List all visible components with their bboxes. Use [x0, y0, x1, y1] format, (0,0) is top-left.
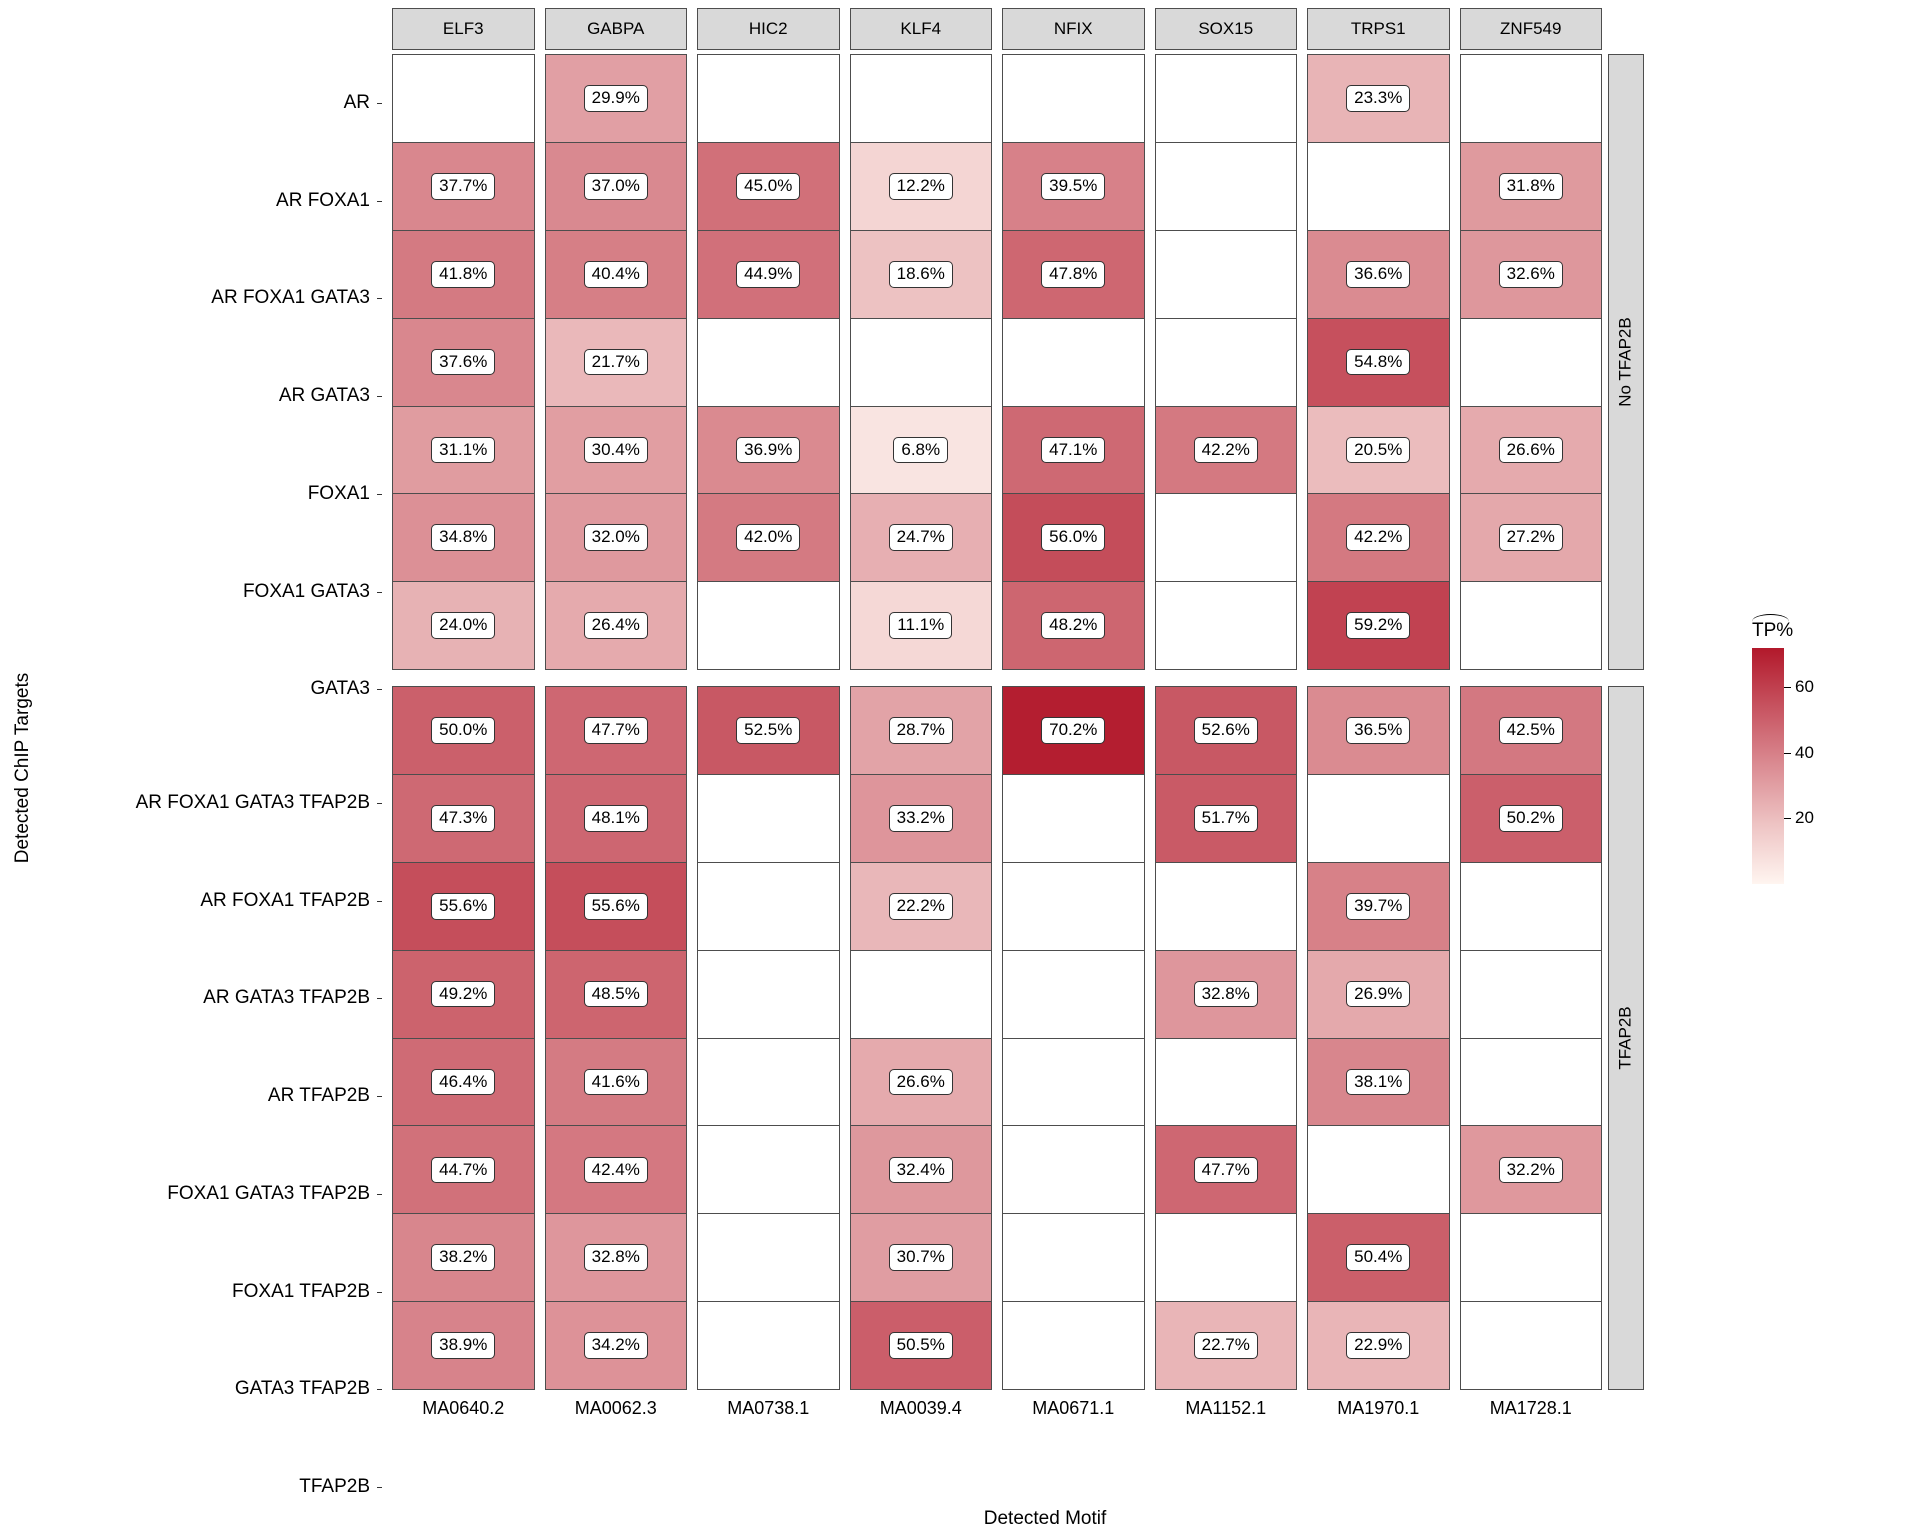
heatmap-cell: [851, 1301, 992, 1389]
row-label-gata3: GATA3: [0, 640, 382, 738]
heatmap-cell: [1003, 55, 1144, 142]
heatmap-cell: [1461, 493, 1602, 581]
heatmap-cell: [1308, 230, 1449, 318]
panel-gap: [1460, 670, 1603, 686]
heatmap-cell: [1461, 142, 1602, 230]
heatmap-cell: [393, 774, 534, 862]
cell-value-label: 40.4%: [584, 261, 648, 288]
heatmap-cell: [1308, 774, 1449, 862]
heatmap-cell: [698, 493, 839, 581]
legend-title-text: TP%: [1752, 620, 1794, 641]
heatmap-cell: [698, 950, 839, 1038]
panel-gap: [850, 670, 993, 686]
heatmap-cell: [393, 230, 534, 318]
heatmap-cell: [851, 774, 992, 862]
heatmap-cell: [1156, 687, 1297, 774]
heatmap-cell: [1003, 230, 1144, 318]
heatmap-cell: [1003, 493, 1144, 581]
heatmap-cell: [851, 406, 992, 494]
heatmap-cell: [1461, 581, 1602, 669]
heatmap-cell: [1156, 1038, 1297, 1126]
heatmap-cell: [1461, 862, 1602, 950]
row-label-foxa1: FOXA1: [0, 445, 382, 543]
facet-strip-column: [1608, 54, 1644, 1390]
row-label-foxa1-gata3: FOXA1 GATA3: [0, 543, 382, 641]
heatmap-cell: [1308, 1038, 1449, 1126]
cell-value-label: 42.2%: [1194, 437, 1258, 464]
heatmap-cell: [393, 1213, 534, 1301]
heatmap-cell: [1308, 1301, 1449, 1389]
cell-value-label: 28.7%: [889, 717, 953, 744]
heatmap-cell: [851, 581, 992, 669]
heatmap-cell: [393, 318, 534, 406]
cell-value-label: 37.6%: [431, 349, 495, 376]
cell-value-label: 31.1%: [431, 437, 495, 464]
panel-sox15-no-tfap2b: [1155, 54, 1298, 670]
cell-value-label: 70.2%: [1041, 717, 1105, 744]
cell-value-label: 33.2%: [889, 805, 953, 832]
cell-value-label: 22.2%: [889, 893, 953, 920]
cell-value-label: 55.6%: [431, 893, 495, 920]
heatmap-cell: [851, 493, 992, 581]
heatmap-cell: [393, 1301, 534, 1389]
legend-tick-dash: [1784, 687, 1791, 688]
heatmap-cell: [1156, 774, 1297, 862]
cell-value-label: 47.3%: [431, 805, 495, 832]
legend-colorbar: [1752, 648, 1784, 884]
heatmap-cell: [851, 318, 992, 406]
heatmap-cell: [1308, 1125, 1449, 1213]
heatmap-column-trps1: [1307, 54, 1450, 1390]
legend: [1744, 620, 1894, 884]
row-label-group: [0, 54, 382, 738]
panel-gap: [1155, 670, 1298, 686]
x-tick-ma1152-1: MA1152.1: [1185, 1398, 1267, 1418]
legend-tick-40: [1790, 743, 1814, 763]
cell-value-label: 32.4%: [889, 1157, 953, 1184]
heatmap-cell: [1461, 1038, 1602, 1126]
heatmap-cell: [1461, 950, 1602, 1038]
facet-strip-gap: [1608, 670, 1644, 686]
cell-value-label: 42.0%: [736, 524, 800, 551]
panel-hic2-tfap2b: [697, 686, 840, 1390]
cell-value-label: 26.9%: [1346, 981, 1410, 1008]
heatmap-cell: [698, 230, 839, 318]
heatmap-cell: [698, 687, 839, 774]
facet-strip-tfap2b: [1608, 686, 1644, 1390]
heatmap-cell: [1003, 581, 1144, 669]
heatmap-cell: [546, 1038, 687, 1126]
heatmap-column-klf4: [850, 54, 993, 1390]
column-header-hic2: HIC2: [697, 8, 840, 50]
row-label-ar-gata3-tfap2b: AR GATA3 TFAP2B: [0, 950, 382, 1048]
heatmap-cell: [393, 55, 534, 142]
heatmap-cell: [546, 774, 687, 862]
heatmap-cell: [393, 406, 534, 494]
cell-value-label: 47.7%: [584, 717, 648, 744]
cell-value-label: 52.6%: [1194, 717, 1258, 744]
cell-value-label: 36.5%: [1346, 717, 1410, 744]
cell-value-label: 48.1%: [584, 805, 648, 832]
cell-value-label: 41.8%: [431, 261, 495, 288]
heatmap-cell: [546, 142, 687, 230]
x-tick-ma0671-1: MA0671.1: [1032, 1398, 1115, 1418]
heatmap-panels: [392, 54, 1602, 1390]
heatmap-cell: [393, 493, 534, 581]
heatmap-cell: [851, 1213, 992, 1301]
row-label-foxa1-tfap2b: FOXA1 TFAP2B: [0, 1243, 382, 1341]
heatmap-cell: [546, 687, 687, 774]
cell-value-label: 37.0%: [584, 173, 648, 200]
row-label-ar-tfap2b: AR TFAP2B: [0, 1047, 382, 1145]
cell-value-label: 54.8%: [1346, 349, 1410, 376]
panel-elf3-no-tfap2b: [392, 54, 535, 670]
heatmap-cell: [393, 687, 534, 774]
heatmap-cell: [851, 950, 992, 1038]
heatmap-column-hic2: [697, 54, 840, 1390]
cell-value-label: 38.9%: [431, 1332, 495, 1359]
cell-value-label: 24.0%: [431, 612, 495, 639]
panel-gap: [545, 670, 688, 686]
panel-nfix-no-tfap2b: [1002, 54, 1145, 670]
cell-value-label: 42.4%: [584, 1157, 648, 1184]
cell-value-label: 52.5%: [736, 717, 800, 744]
cell-value-label: 39.7%: [1346, 893, 1410, 920]
cell-value-label: 42.2%: [1346, 524, 1410, 551]
cell-value-label: 47.8%: [1041, 261, 1105, 288]
heatmap-cell: [1308, 1213, 1449, 1301]
cell-value-label: 34.8%: [431, 524, 495, 551]
x-tick-ma0039-4: MA0039.4: [879, 1398, 962, 1418]
cell-value-label: 50.5%: [889, 1332, 953, 1359]
cell-value-label: 30.4%: [584, 437, 648, 464]
cell-value-label: 39.5%: [1041, 173, 1105, 200]
heatmap-cell: [1003, 142, 1144, 230]
cell-value-label: 22.7%: [1194, 1332, 1258, 1359]
heatmap-column-sox15: [1155, 54, 1298, 1390]
x-tick-ma0738-1: MA0738.1: [727, 1398, 810, 1418]
cell-value-label: 36.9%: [736, 437, 800, 464]
heatmap-cell: [1003, 774, 1144, 862]
cell-value-label: 26.6%: [1499, 437, 1563, 464]
heatmap-cell: [1003, 950, 1144, 1038]
cell-value-label: 32.8%: [1194, 981, 1258, 1008]
row-label-ar-foxa1-tfap2b: AR FOXA1 TFAP2B: [0, 852, 382, 950]
legend-tick-label: 20: [1795, 808, 1814, 828]
facet-strip-label: TFAP2B: [1616, 1006, 1635, 1070]
legend-tick-20: [1790, 808, 1814, 828]
x-tick-ma1970-1: MA1970.1: [1337, 1398, 1420, 1418]
panel-gabpa-tfap2b: [545, 686, 688, 1390]
heatmap-cell: [546, 230, 687, 318]
heatmap-cell: [1156, 581, 1297, 669]
heatmap-cell: [698, 862, 839, 950]
cell-value-label: 50.0%: [431, 717, 495, 744]
cell-value-label: 30.7%: [889, 1244, 953, 1271]
cell-value-label: 31.8%: [1499, 173, 1563, 200]
cell-value-label: 51.7%: [1194, 805, 1258, 832]
legend-tick-labels: [1790, 648, 1846, 884]
row-label-gap: [0, 738, 382, 754]
column-header-nfix: NFIX: [1002, 8, 1145, 50]
heatmap-cell: [1156, 950, 1297, 1038]
panel-trps1-no-tfap2b: [1307, 54, 1450, 670]
heatmap-cell: [393, 862, 534, 950]
cell-value-label: 32.0%: [584, 524, 648, 551]
legend-title: [1752, 620, 1793, 642]
cell-value-label: 29.9%: [584, 85, 648, 112]
heatmap-cell: [546, 318, 687, 406]
heatmap-cell: [1461, 318, 1602, 406]
heatmap-column-gabpa: [545, 54, 688, 1390]
cell-value-label: 34.2%: [584, 1332, 648, 1359]
panel-gap: [1307, 670, 1450, 686]
cell-value-label: 26.4%: [584, 612, 648, 639]
heatmap-cell: [698, 406, 839, 494]
heatmap-cell: [546, 493, 687, 581]
heatmap-cell: [1308, 55, 1449, 142]
heatmap-cell: [1461, 774, 1602, 862]
legend-title-hat-icon: [1752, 614, 1789, 623]
panel-elf3-tfap2b: [392, 686, 535, 1390]
heatmap-cell: [546, 406, 687, 494]
facet-strip-label: No TFAP2B: [1616, 317, 1636, 407]
panel-hic2-no-tfap2b: [697, 54, 840, 670]
heatmap-cell: [1003, 1213, 1144, 1301]
x-tick-ma1728-1: MA1728.1: [1489, 1398, 1572, 1418]
heatmap-column-elf3: [392, 54, 535, 1390]
cell-value-label: 47.1%: [1041, 437, 1105, 464]
facet-strip-no-tfap2b: [1608, 54, 1644, 670]
heatmap-cell: [546, 55, 687, 142]
heatmap-cell: [546, 1213, 687, 1301]
heatmap-cell: [698, 774, 839, 862]
column-header-gabpa: GABPA: [545, 8, 688, 50]
legend-tick-dash: [1784, 818, 1791, 819]
y-axis-title-text: Detected ChIP Targets: [12, 672, 33, 864]
heatmap-cell: [1003, 687, 1144, 774]
cell-value-label: 38.2%: [431, 1244, 495, 1271]
cell-value-label: 20.5%: [1346, 437, 1410, 464]
heatmap-cell: [1156, 493, 1297, 581]
cell-value-label: 42.5%: [1499, 717, 1563, 744]
heatmap-cell: [1308, 862, 1449, 950]
cell-value-label: 32.2%: [1499, 1157, 1563, 1184]
heatmap-cell: [1308, 687, 1449, 774]
cell-value-label: 22.9%: [1346, 1332, 1410, 1359]
heatmap-cell: [1308, 406, 1449, 494]
cell-value-label: 23.3%: [1346, 85, 1410, 112]
x-axis-title-text: Detected Motif: [983, 1508, 1107, 1529]
plot-area: [392, 8, 1722, 1444]
heatmap-cell: [698, 318, 839, 406]
heatmap-cell: [1003, 318, 1144, 406]
cell-value-label: 50.2%: [1499, 805, 1563, 832]
heatmap-cell: [1461, 230, 1602, 318]
x-tick-ma0640-2: MA0640.2: [422, 1398, 505, 1418]
cell-value-label: 21.7%: [584, 349, 648, 376]
cell-value-label: 32.6%: [1499, 261, 1563, 288]
heatmap-cell: [1308, 493, 1449, 581]
heatmap-cell: [1156, 55, 1297, 142]
heatmap-cell: [393, 581, 534, 669]
legend-tick-label: 60: [1795, 677, 1814, 697]
heatmap-cell: [698, 581, 839, 669]
column-header-strip: [392, 8, 1602, 50]
heatmap-cell: [698, 1301, 839, 1389]
row-label-ar-foxa1: AR FOXA1: [0, 152, 382, 250]
row-label-ar-foxa1-gata3: AR FOXA1 GATA3: [0, 249, 382, 347]
heatmap-cell: [698, 142, 839, 230]
cell-value-label: 24.7%: [889, 524, 953, 551]
panel-klf4-no-tfap2b: [850, 54, 993, 670]
heatmap-cell: [1156, 1301, 1297, 1389]
heatmap-cell: [1461, 687, 1602, 774]
row-label-gata3-tfap2b: GATA3 TFAP2B: [0, 1341, 382, 1439]
row-label-ar: AR: [0, 54, 382, 152]
cell-value-label: 38.1%: [1346, 1069, 1410, 1096]
cell-value-label: 55.6%: [584, 893, 648, 920]
heatmap-cell: [1461, 55, 1602, 142]
heatmap-cell: [1461, 1301, 1602, 1389]
heatmap-column-nfix: [1002, 54, 1145, 1390]
heatmap-cell: [851, 55, 992, 142]
panel-gap: [1002, 670, 1145, 686]
cell-value-label: 26.6%: [889, 1069, 953, 1096]
cell-value-label: 46.4%: [431, 1069, 495, 1096]
column-header-sox15: SOX15: [1155, 8, 1298, 50]
row-label-tfap2b: TFAP2B: [0, 1438, 382, 1536]
heatmap-column-znf549: [1460, 54, 1603, 1390]
cell-value-label: 48.2%: [1041, 612, 1105, 639]
heatmap-cell: [1156, 1213, 1297, 1301]
heatmap-cell: [698, 1038, 839, 1126]
heatmap-cell: [698, 1213, 839, 1301]
heatmap-cell: [851, 230, 992, 318]
heatmap-cell: [851, 142, 992, 230]
heatmap-cell: [1156, 230, 1297, 318]
cell-value-label: 11.1%: [889, 612, 952, 639]
heatmap-cell: [851, 1125, 992, 1213]
row-label-column: [0, 54, 382, 1536]
cell-value-label: 50.4%: [1346, 1244, 1410, 1271]
legend-tick-dash: [1784, 753, 1791, 754]
cell-value-label: 36.6%: [1346, 261, 1410, 288]
legend-tick-label: 40: [1795, 742, 1814, 762]
heatmap-cell: [1308, 950, 1449, 1038]
cell-value-label: 18.6%: [889, 261, 953, 288]
heatmap-cell: [1003, 1125, 1144, 1213]
cell-value-label: 56.0%: [1041, 524, 1105, 551]
panel-klf4-tfap2b: [850, 686, 993, 1390]
panel-sox15-tfap2b: [1155, 686, 1298, 1390]
heatmap-cell: [851, 1038, 992, 1126]
heatmap-cell: [393, 1038, 534, 1126]
heatmap-cell: [1156, 406, 1297, 494]
heatmap-cell: [698, 1125, 839, 1213]
heatmap-cell: [1156, 862, 1297, 950]
cell-value-label: 41.6%: [584, 1069, 648, 1096]
heatmap-cell: [546, 1125, 687, 1213]
panel-nfix-tfap2b: [1002, 686, 1145, 1390]
panel-gap: [392, 670, 535, 686]
cell-value-label: 59.2%: [1346, 612, 1410, 639]
heatmap-cell: [1308, 318, 1449, 406]
cell-value-label: 6.8%: [893, 437, 948, 464]
column-header-klf4: KLF4: [850, 8, 993, 50]
heatmap-cell: [1461, 406, 1602, 494]
row-label-ar-foxa1-gata3-tfap2b: AR FOXA1 GATA3 TFAP2B: [0, 754, 382, 852]
heatmap-cell: [546, 1301, 687, 1389]
heatmap-cell: [698, 55, 839, 142]
cell-value-label: 32.8%: [584, 1244, 648, 1271]
heatmap-cell: [1461, 1125, 1602, 1213]
row-label-group: [0, 754, 382, 1536]
heatmap-cell: [851, 687, 992, 774]
heatmap-cell: [1156, 1125, 1297, 1213]
heatmap-cell: [546, 862, 687, 950]
row-label-foxa1-gata3-tfap2b: FOXA1 GATA3 TFAP2B: [0, 1145, 382, 1243]
heatmap-cell: [851, 862, 992, 950]
column-header-elf3: ELF3: [392, 8, 535, 50]
heatmap-cell: [546, 581, 687, 669]
panel-trps1-tfap2b: [1307, 686, 1450, 1390]
heatmap-cell: [1003, 406, 1144, 494]
heatmap-cell: [1003, 1038, 1144, 1126]
heatmap-cell: [393, 950, 534, 1038]
panel-gap: [697, 670, 840, 686]
cell-value-label: 12.2%: [889, 173, 953, 200]
x-axis-title: [0, 1508, 1920, 1530]
heatmap-cell: [546, 950, 687, 1038]
heatmap-cell: [1156, 142, 1297, 230]
x-tick-ma0062-3: MA0062.3: [574, 1398, 657, 1418]
cell-value-label: 44.7%: [431, 1157, 495, 1184]
cell-value-label: 48.5%: [584, 981, 648, 1008]
cell-value-label: 44.9%: [736, 261, 800, 288]
panel-gabpa-no-tfap2b: [545, 54, 688, 670]
column-header-trps1: TRPS1: [1307, 8, 1450, 50]
heatmap-cell: [1156, 318, 1297, 406]
column-header-znf549: ZNF549: [1460, 8, 1603, 50]
cell-value-label: 49.2%: [431, 981, 495, 1008]
heatmap-cell: [1308, 142, 1449, 230]
cell-value-label: 37.7%: [431, 173, 495, 200]
heatmap-cell: [1003, 862, 1144, 950]
cell-value-label: 47.7%: [1194, 1157, 1258, 1184]
heatmap-cell: [1308, 581, 1449, 669]
x-axis-tick-labels: [392, 1398, 1602, 1424]
panel-znf549-no-tfap2b: [1460, 54, 1603, 670]
heatmap-cell: [393, 1125, 534, 1213]
heatmap-cell: [393, 142, 534, 230]
heatmap-cell: [1461, 1213, 1602, 1301]
cell-value-label: 45.0%: [736, 173, 800, 200]
row-label-ar-gata3: AR GATA3: [0, 347, 382, 445]
panel-znf549-tfap2b: [1460, 686, 1603, 1390]
legend-tick-60: [1790, 677, 1814, 697]
heatmap-cell: [1003, 1301, 1144, 1389]
cell-value-label: 27.2%: [1499, 524, 1563, 551]
